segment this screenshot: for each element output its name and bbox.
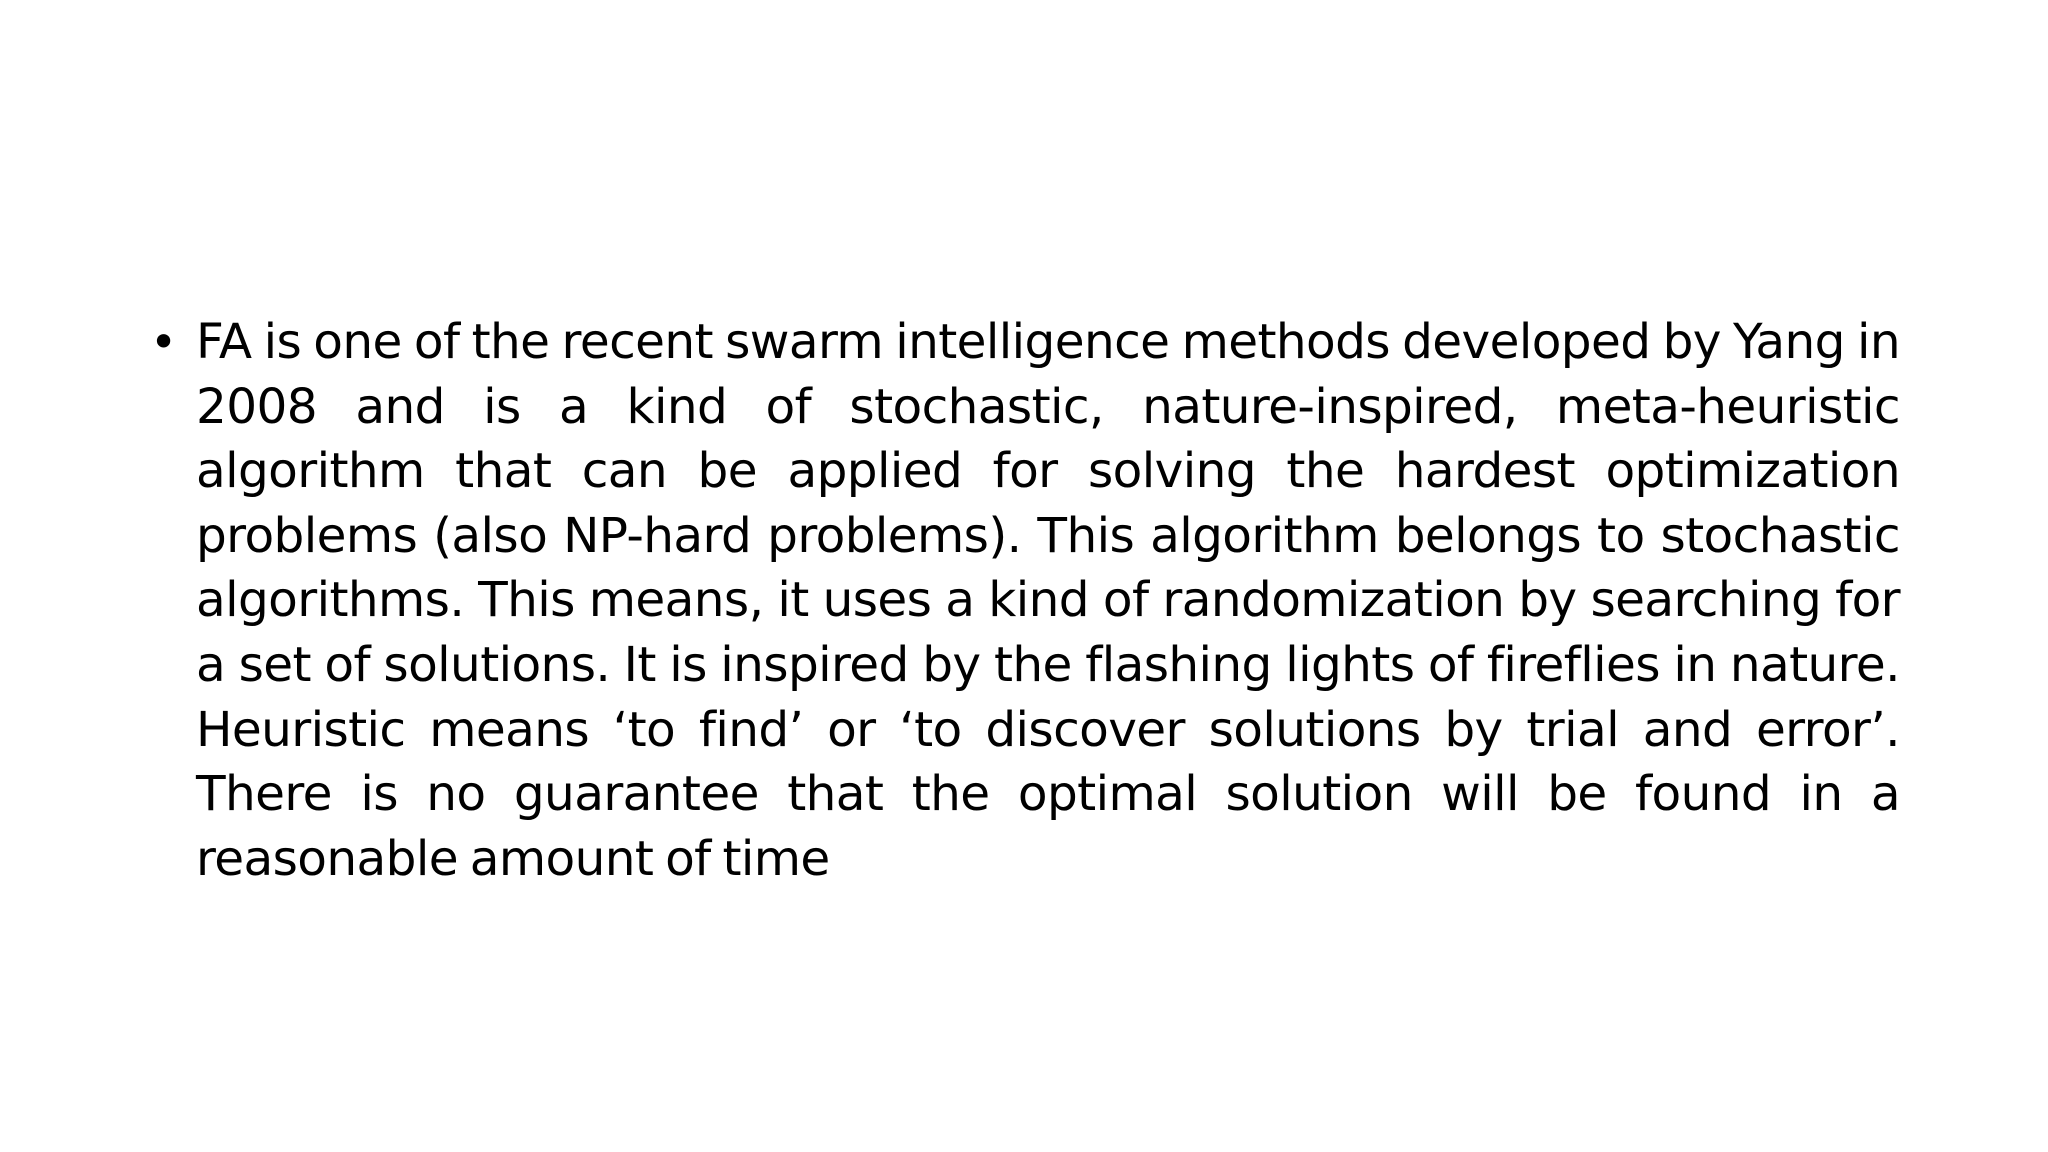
slide-body	[150, 310, 1900, 891]
bullet-text: FA is one of the recent swarm intelligence methods developed by Yang in 2008 and is a kind of stochastic, nature-inspired, meta-heuristic algorithm that can be applied for solving the hardest optimization problems (also NP-hard problems). This algorithm belongs to stochastic algorithms. This means, it uses a kind of randomization by searching for a set of solutions. It is inspired by the flashing lights of fireflies in nature. Heuristic means ‘to find’ or ‘to discover solutions by trial and error’. There is no guarantee that the optimal solution will be found in a reasonable amount of time	[196, 314, 1900, 887]
bullet-item	[150, 310, 1900, 891]
bullet-marker: •	[150, 315, 178, 369]
